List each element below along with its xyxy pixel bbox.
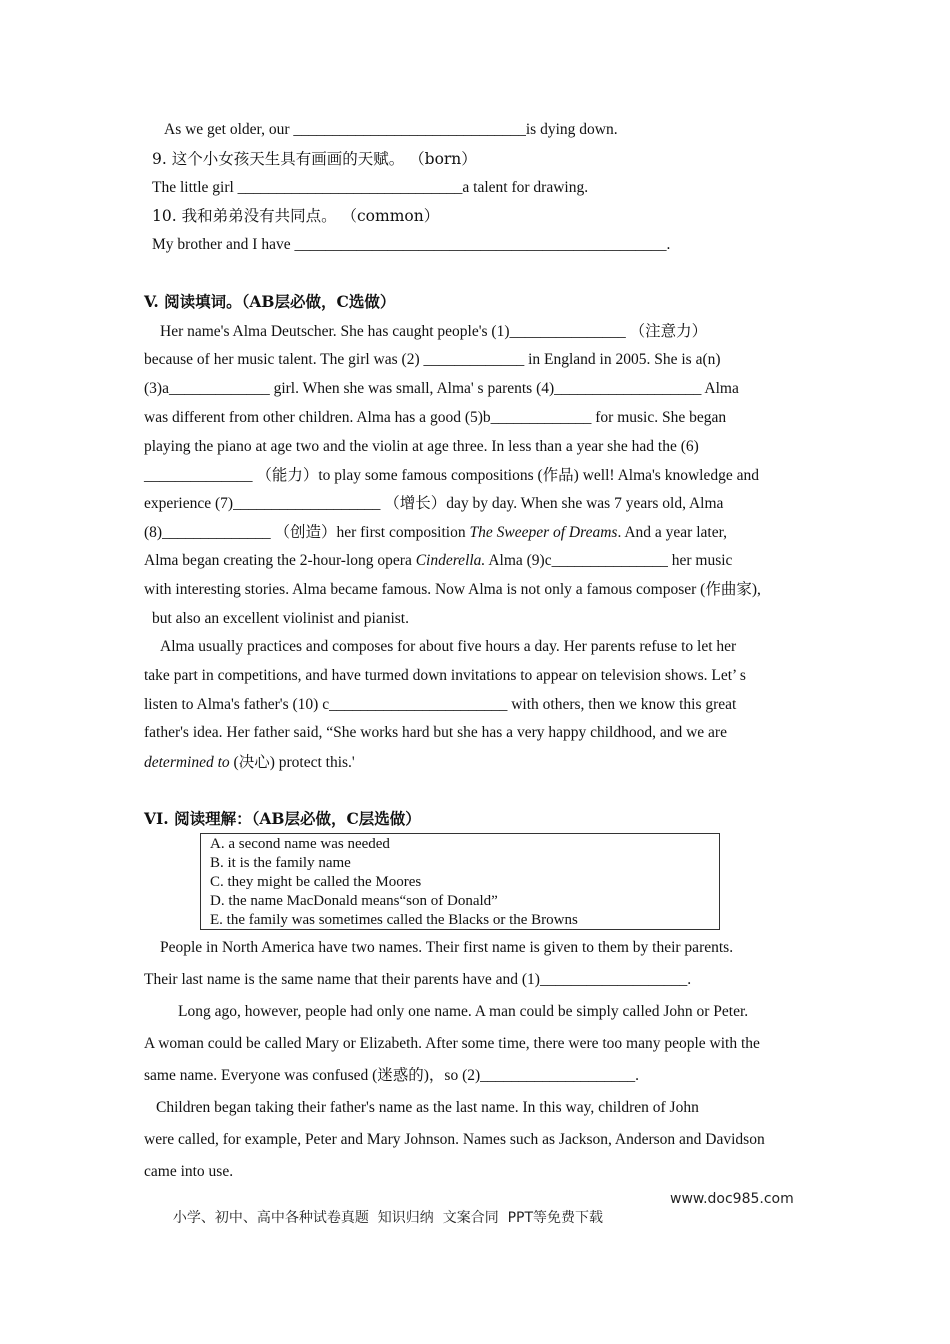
passage-line — [144, 523, 727, 543]
passage-line: take part in competitions, and have turmed down invitations to appear on television shows. Let’ s — [144, 667, 746, 684]
passage-line: Long ago, however, people had only one name. A man could be simply called John or Peter. — [178, 1003, 749, 1020]
option-c: C. they might be called the Moores — [210, 874, 422, 890]
work-title: The Sweeper of Dreams — [469, 524, 618, 541]
passage-line: (3)a_____________ girl. When she was small, Alma' s parents (4)___________________ Alma — [144, 380, 739, 397]
passage-line: Children began taking their father's name as the last name. In this way, children of John — [156, 1099, 699, 1116]
translation-line: As we get older, our ______________________________is dying down. — [164, 121, 618, 138]
option-b: B. it is the family name — [210, 855, 351, 871]
passage-line: because of her music talent. The girl was (2) _____________ in England in 2005. She is a(n) — [144, 351, 721, 368]
passage-line: A woman could be called Mary or Elizabeth. After some time, there were too many people with the — [144, 1035, 760, 1052]
passage-line: were called, for example, Peter and Mary Johnson. Names such as Jackson, Anderson and Davidson — [144, 1131, 765, 1148]
option-d: D. the name MacDonald means“son of Donald” — [210, 893, 498, 909]
passage-line: but also an excellent violinist and pianist. — [152, 610, 409, 627]
passage-text: Alma (9)c_______________ her music — [485, 552, 733, 569]
passage-line: same name. Everyone was confused (迷惑的)，so (2)____________________. — [144, 1067, 640, 1084]
passage-text: (决心) protect this.' — [229, 754, 355, 771]
footer-link[interactable]: www.doc985.com — [670, 1191, 794, 1207]
passage-line: People in North America have two names. Their first name is given to them by their parents. — [160, 939, 734, 956]
passage-line — [144, 753, 355, 773]
passage-line: Their last name is the same name that their parents have and (1)___________________. — [144, 971, 692, 988]
option-a: A. a second name was needed — [210, 836, 390, 852]
footer — [164, 1191, 794, 1243]
passage-line: Her name's Alma Deutscher. She has caught people's (1)_______________ （注意力） — [160, 323, 708, 340]
footer-text: 小学、初中、高中各种试卷真题 知识归纳 文案合同 PPT等免费下载 — [172, 1210, 604, 1226]
passage-line: with interesting stories. Alma became famous. Now Alma is not only a famous composer (作曲家), — [144, 581, 761, 598]
question-10-answer: My brother and I have ________________________________________________. — [152, 236, 671, 253]
passage-text: . And a year later, — [617, 524, 727, 541]
passage-line: Alma usually practices and composes for about five hours a day. Her parents refuse to let her — [160, 638, 737, 655]
question-9-prompt: 9. 这个小女孩天生具有画画的天赋。 （born） — [152, 150, 477, 168]
passage-line — [144, 551, 732, 571]
option-e: E. the family was sometimes called the Blacks or the Browns — [210, 912, 578, 928]
passage-italic: determined to — [144, 754, 230, 771]
passage-text: (8)______________ （创造）her first composition — [144, 524, 470, 541]
options-box — [200, 833, 720, 930]
passage-text: Alma began creating the 2-hour-long opera — [144, 552, 416, 569]
passage-line: listen to Alma's father's (10) c_______________________ with others, then we know this great — [144, 696, 737, 713]
work-title: Cinderella. — [415, 552, 486, 569]
question-9-answer: The little girl _____________________________a talent for drawing. — [152, 179, 589, 196]
passage-line: was different from other children. Alma has a good (5)b_____________ for music. She began — [144, 409, 727, 426]
passage-line: playing the piano at age two and the violin at age three. In less than a year she had the (6) — [144, 438, 699, 455]
passage-line: came into use. — [144, 1163, 234, 1180]
passage-line: experience (7)___________________ （增长）day by day. When she was 7 years old, Alma — [144, 495, 724, 512]
passage-line: ______________ （能力）to play some famous compositions (作品) well! Alma's knowledge and — [144, 467, 759, 484]
passage-line: father's idea. Her father said, “She works hard but she has a very happy childhood, and we are — [144, 724, 727, 741]
question-10-prompt: 10. 我和弟弟没有共同点。 （common） — [152, 207, 440, 225]
section-6-heading: VI. 阅读理解：（AB层必做，C层选做） — [144, 809, 421, 828]
section-5-heading: V. 阅读填词。（AB层必做，C选做） — [144, 292, 396, 311]
